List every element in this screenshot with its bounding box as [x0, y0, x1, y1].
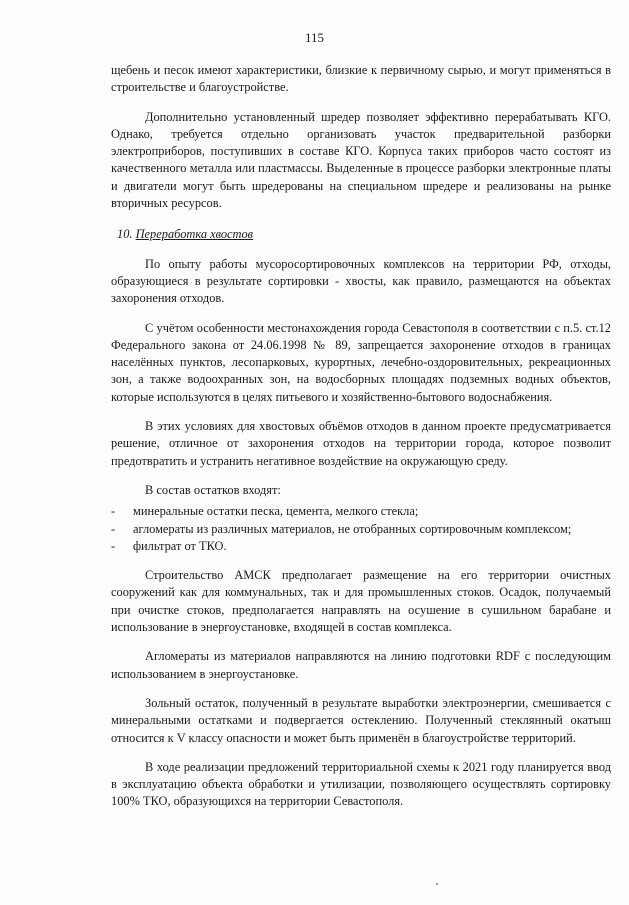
paragraph-project-solution: В этих условиях для хвостовых объёмов отходов в данном проекте предусматривается решение, отличное от захоронения отходов на территории города, которое позволит предотвратить и устранить негативное воздействие на окружающую среду. — [111, 419, 611, 468]
paragraph-rdf-agglomerates: Агломераты из материалов направляются на линию подготовки RDF с последующим использованием в энергоустановке. — [111, 649, 611, 681]
paragraph-crushed-stone: щебень и песок имеют характеристики, близкие к первичному сырью, и могут применяться в строительстве и благоустройстве. — [111, 63, 611, 95]
list-dash: - — [111, 538, 116, 553]
section-heading-number: 10. — [117, 227, 133, 242]
list-dash: - — [111, 504, 116, 519]
document-body — [111, 62, 611, 811]
paragraph-2021-plan: В ходе реализации предложений территориальной схемы к 2021 году планируется ввод в эксплуатацию объекта обработки и утилизации, позволяющего осуществлять сортировку 100% ТКО, образующихся на территории Севастополя. — [111, 759, 611, 809]
paragraph-tailings-experience: По опыту работы мусоросортировочных комплексов на территории РФ, отходы, образующиеся в результате сортировки - хвосты, как правило, размещаются на объектах захоронения отходов. — [111, 256, 611, 306]
list-item: - минеральные остатки песка, цемента, мелкого стекла; — [111, 503, 611, 520]
section-heading — [117, 226, 611, 243]
section-heading-title: Переработка хвостов — [135, 227, 254, 242]
paragraph-amsk-treatment: Строительство АМСК предполагает размещение на его территории очистных сооружений как для коммунальных, так и для промышленных стоков. Осадок, получаемый при очистке стоков, предполагается направлять на осушение в сушильном барабане и использование в энергоустановке, входящей в состав комплекса. — [111, 568, 611, 635]
paragraph-shredder: Дополнительно установленный шредер позволяет эффективно перерабатывать КГО. Однако, требуется отдельно организовать участок предварительной разборки электроприборов, поступивших в составе КГО. Корпуса таких приборов часто состоят из качественного металла или пластмассы. Выделенные в процессе разборки электронные платы и двигатели могут быть шредерованы на специальном шредере и реализованы на рынке вторичных ресурсов. — [111, 109, 611, 211]
paragraph-residue-composition: В состав остатков входят: — [145, 482, 281, 497]
list-dash: - — [111, 521, 116, 536]
page-number: 115 — [304, 30, 325, 45]
paragraph-sevastopol-restrictions: С учётом особенности местонахождения города Севастополя в соответствии с п.5. ст.12 Федерального закона от 24.06.1998 № 89, запрещается захоронение отходов в границах населённых пунктов, лесопарковых, курортных, лечебно-оздоровительных, рекреационных зон, а также водоохранных зон, на водосборных площадях подземных водных объектов, которые используются в целях питьевого и хозяйственно-бытового водоснабжения. — [111, 320, 611, 404]
list-item: - фильтрат от ТКО. — [111, 538, 611, 555]
paragraph-ash-residue: Зольный остаток, полученный в результате выработки электроэнергии, смешивается с минеральными остатками и подвергается остеклению. Полученный стеклянный окатыш относится к V классу опасности и может быть применён в благоустройстве территорий. — [111, 695, 611, 745]
residue-list — [111, 503, 611, 555]
list-item: - агломераты из различных материалов, не отобранных сортировочным комплексом; — [111, 521, 611, 538]
scan-speck — [436, 883, 438, 885]
